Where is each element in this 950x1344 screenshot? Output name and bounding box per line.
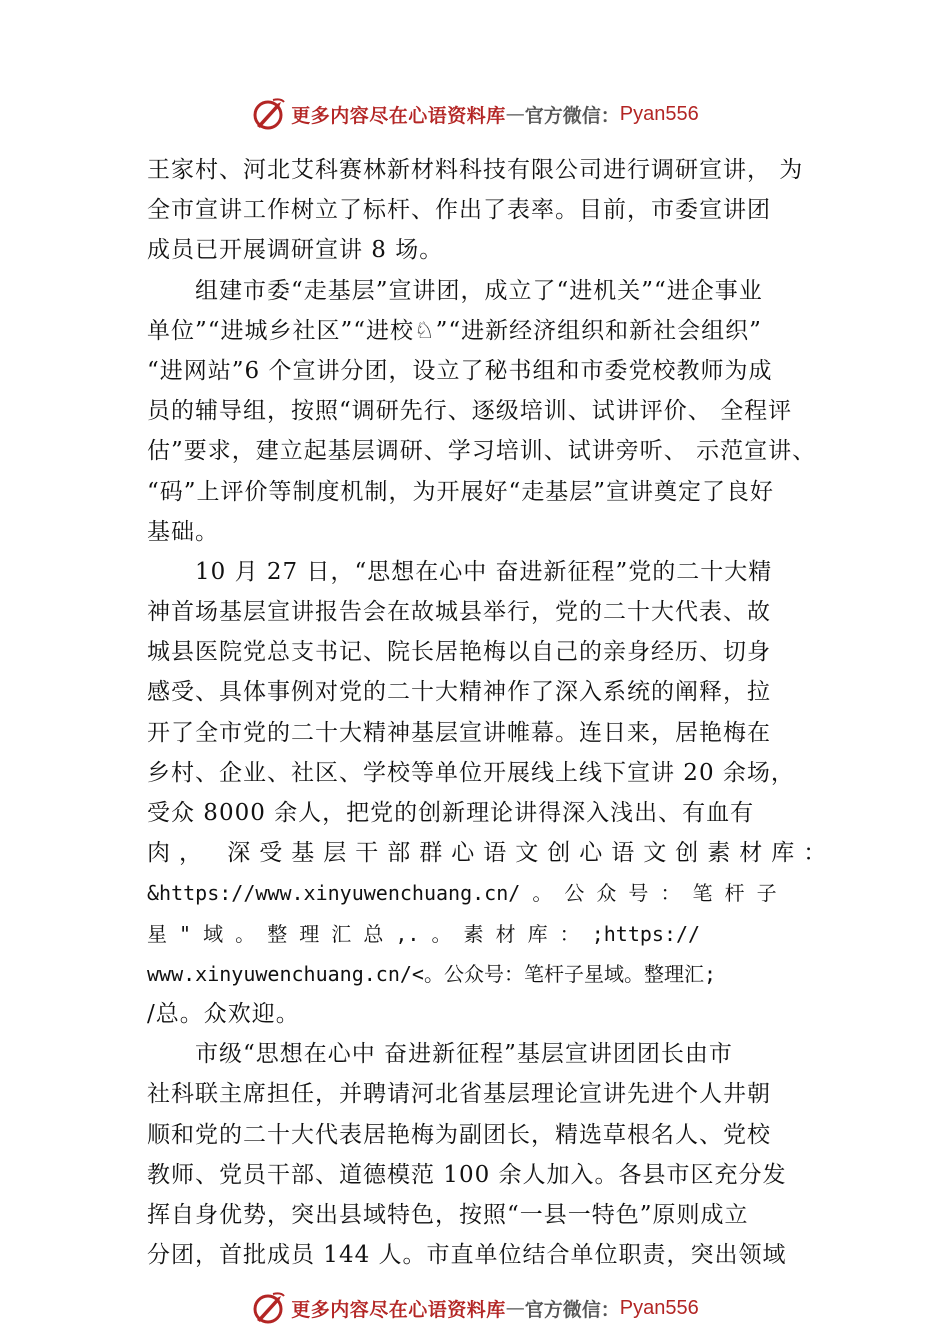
text-line: 组建市委“走基层”宣讲团，成立了“进机关”“进企事业 (195, 277, 763, 304)
text-line: “进网站”6 个宣讲分团，设立了秘书组和市委党校教师为成 (147, 357, 773, 384)
banner-wechat-id: Pyan556 (619, 1296, 699, 1319)
text-line: “码”上评价等制度机制，为开展好“走基层”宣讲奠定了良好 (147, 478, 775, 505)
document-body (147, 150, 836, 1275)
text-line: 开了全市党的二十大精神基层宣讲帷幕。连日来，居艳梅在 (147, 719, 771, 746)
text-line: 全市宣讲工作树立了标杆、作出了表率。目前，市委宣讲团 (147, 197, 771, 224)
text-line: 挥自身优势，突出县域特色，按照“一县一特色”原则成立 (147, 1201, 749, 1228)
text-line: 王家村、河北艾科赛林新材料科技有限公司进行调研宣讲， 为 (147, 157, 804, 183)
text-line: 分团，首批成员 144 人。市直单位结合单位职责，突出领域 (147, 1242, 787, 1269)
text-line: 成员已开展调研宣讲 8 场。 (147, 237, 444, 264)
text-line: 10 月 27 日，“思想在心中 奋进新征程”党的二十大精 (195, 558, 773, 585)
banner-text: 更多内容尽在心语资料库 (291, 1298, 506, 1321)
pen-logo-icon (251, 1290, 287, 1326)
text-line: www.xinyuwenchuang.cn/<。公众号：笔杆子星域。整理汇; (147, 961, 716, 986)
text-line: 神首场基层宣讲报告会在故城县举行，党的二十大代表、故 (147, 599, 771, 626)
text-line: 受众 8000 余人，把党的创新理论讲得深入浅出、有血有 (147, 800, 755, 826)
text-line: 肉， 深受基层干部群心语文创心语文创素材库： (147, 840, 836, 867)
text-line: 城县医院党总支书记、院长居艳梅以自己的亲身经历、切身 (147, 639, 771, 666)
banner-separator: — (505, 103, 525, 125)
text-line: 单位”“进城乡社区”“进校♘”“进新经济组织和新社会组织” (147, 317, 762, 344)
text-line: 顺和党的二十大代表居艳梅为副团长，精选草根名人、党校 (147, 1121, 771, 1148)
text-line: &https://www.xinyuwenchuang.cn/ 。 公 众 号 ： 笔 杆 子 (147, 881, 777, 906)
banner-wechat-label: 官方微信： (524, 1298, 620, 1321)
text-line: 星 " 域 。 整 理 汇 总 ,. 。 素 材 库 ： ;https:// (147, 921, 701, 946)
text-line: 乡村、企业、社区、学校等单位开展线上线下宣讲 20 余场， (147, 759, 795, 786)
banner-separator: — (505, 1297, 525, 1319)
text-line: /总。众欢迎。 (147, 1000, 300, 1027)
text-line: 社科联主席担任，并聘请河北省基层理论宣讲先进个人井朝 (147, 1081, 771, 1108)
text-line: 感受、具体事例对党的二十大精神作了深入系统的阐释，拉 (147, 679, 771, 706)
text-line: 教师、党员干部、道德模范 100 余人加入。各县市区充分发 (147, 1161, 787, 1188)
banner-text: 更多内容尽在心语资料库 (291, 104, 506, 127)
text-line: 员的辅导组，按照“调研先行、逐级培训、试讲评价、 全程评 (147, 398, 793, 425)
pen-logo-icon (251, 96, 287, 132)
text-line: 基础。 (147, 518, 219, 545)
text-line: 估”要求，建立起基层调研、学习培训、试讲旁听、 示范宣讲、 (147, 438, 817, 465)
header-banner (0, 94, 950, 134)
text-line: 市级“思想在心中 奋进新征程”基层宣讲团团长由市 (195, 1041, 733, 1068)
banner-wechat-id: Pyan556 (619, 102, 699, 125)
footer-banner (0, 1288, 950, 1328)
banner-wechat-label: 官方微信： (524, 104, 620, 127)
